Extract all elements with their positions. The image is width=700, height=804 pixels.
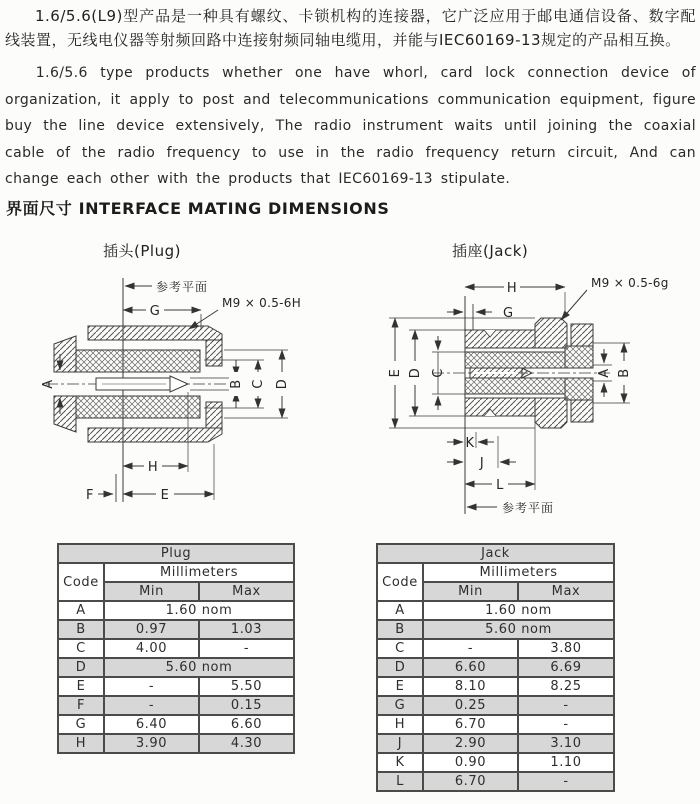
jack-table-title: Jack xyxy=(377,544,614,563)
code-cell: L xyxy=(377,772,423,791)
jack-dim-label-a: A xyxy=(597,368,612,378)
table-row xyxy=(58,601,294,620)
min-cell: 6.70 xyxy=(423,715,518,734)
section-title: 界面尺寸 INTERFACE MATING DIMENSIONS xyxy=(6,199,390,218)
plug-cap-bottom xyxy=(206,402,222,428)
plug-thread-label: M9 × 0.5-6H xyxy=(222,296,302,310)
table-row xyxy=(58,734,294,753)
min-cell: 0.25 xyxy=(423,696,518,715)
plug-table-title: Plug xyxy=(58,544,294,563)
min-cell: - xyxy=(104,677,199,696)
jack-drawing xyxy=(372,262,700,554)
code-cell: B xyxy=(377,620,423,639)
code-cell: A xyxy=(58,601,104,620)
max-cell: 5.50 xyxy=(199,677,294,696)
table-row xyxy=(377,753,614,772)
jack-dim-label-l: L xyxy=(496,478,504,493)
max-cell: 3.10 xyxy=(518,734,614,753)
max-cell: 8.25 xyxy=(518,677,614,696)
min-cell: 4.00 xyxy=(104,639,199,658)
jack-insulator-bottom xyxy=(465,378,565,394)
jack-dim-label-e: E xyxy=(388,368,403,378)
min-cell: 6.60 xyxy=(423,658,518,677)
plug-cap-top xyxy=(206,340,222,366)
code-cell: J xyxy=(377,734,423,753)
min-cell: 0.90 xyxy=(423,753,518,772)
value-cell-merged: 5.60 nom xyxy=(423,620,614,639)
jack-shell-top xyxy=(465,330,535,348)
table-row xyxy=(377,772,614,791)
code-cell: D xyxy=(58,658,104,677)
jack-dim-label-k: K xyxy=(465,436,475,451)
plug-dim-label-b: B xyxy=(229,379,244,389)
jack-table-unit-header: Millimeters xyxy=(423,563,614,582)
max-cell: 4.30 xyxy=(199,734,294,753)
table-row xyxy=(377,639,614,658)
jack-rear-jacket-bottom xyxy=(571,400,593,422)
table-row xyxy=(58,696,294,715)
table-row xyxy=(377,715,614,734)
min-cell: 0.97 xyxy=(104,620,199,639)
jack-dim-label-c: C xyxy=(431,368,446,378)
code-cell: E xyxy=(58,677,104,696)
code-cell: G xyxy=(377,696,423,715)
table-row xyxy=(377,734,614,753)
code-cell: G xyxy=(58,715,104,734)
min-cell: 3.90 xyxy=(104,734,199,753)
plug-insulator-bottom xyxy=(76,396,200,418)
max-cell: 3.80 xyxy=(518,639,614,658)
plug-dim-label-h: H xyxy=(147,460,159,475)
intro-paragraph-en: 1.6/5.6 type products whether one have whorl, card lock connection device of organization, it apply to post and telecommunications communication equipment, figure buy the line device extensively, The radio instrument waits until joining the coaxial cable of the radio frequency to use in the radio frequency return circuit, And can change each other with the products that IEC60169-13 stipulate. xyxy=(5,65,696,187)
plug-dim-label-c: C xyxy=(251,379,266,389)
min-cell: - xyxy=(104,696,199,715)
min-cell: 6.40 xyxy=(104,715,199,734)
table-row xyxy=(377,620,614,639)
table-row xyxy=(377,658,614,677)
code-cell: F xyxy=(58,696,104,715)
plug-dim-label-g: G xyxy=(149,304,161,319)
min-cell: 2.90 xyxy=(423,734,518,753)
jack-rear-dielectric-bottom xyxy=(565,378,593,400)
max-cell: 1.03 xyxy=(199,620,294,639)
plug-shell-top xyxy=(88,326,222,340)
jack-shell-bottom xyxy=(465,398,535,416)
jack-table-body xyxy=(377,601,614,791)
table-row xyxy=(377,696,614,715)
jack-dim-label-j: J xyxy=(479,456,485,471)
plug-ref-plane-label: 参考平面 xyxy=(156,280,209,294)
code-cell: E xyxy=(377,677,423,696)
plug-table-unit-header: Millimeters xyxy=(104,563,294,582)
plug-figure-title: 插头(Plug) xyxy=(103,242,181,260)
jack-thread-bottom xyxy=(535,398,567,428)
plug-cable-jacket-bottom xyxy=(54,396,76,432)
table-row xyxy=(377,677,614,696)
plug-insulator-top xyxy=(76,350,200,372)
plug-drawing xyxy=(18,266,366,534)
plug-table-max-header: Max xyxy=(199,582,294,601)
plug-table-code-header: Code xyxy=(58,563,104,601)
max-cell: 0.15 xyxy=(199,696,294,715)
max-cell: - xyxy=(199,639,294,658)
table-row xyxy=(58,620,294,639)
max-cell: 6.69 xyxy=(518,658,614,677)
jack-dim-label-h: H xyxy=(506,281,518,296)
code-cell: A xyxy=(377,601,423,620)
intro-block xyxy=(5,4,696,193)
max-cell: 1.10 xyxy=(518,753,614,772)
jack-dim-label-b: B xyxy=(617,368,632,378)
jack-insulator-top xyxy=(465,352,565,368)
value-cell-merged: 5.60 nom xyxy=(104,658,294,677)
code-cell: C xyxy=(58,639,104,658)
jack-rear-jacket-top xyxy=(571,324,593,346)
jack-table-code-header: Code xyxy=(377,563,423,601)
jack-table-min-header: Min xyxy=(423,582,518,601)
plug-dim-label-d: D xyxy=(275,378,290,390)
max-cell: - xyxy=(518,696,614,715)
table-row xyxy=(58,639,294,658)
table-row xyxy=(58,715,294,734)
min-cell: 6.70 xyxy=(423,772,518,791)
plug-table-min-header: Min xyxy=(104,582,199,601)
max-cell: 6.60 xyxy=(199,715,294,734)
plug-dim-label-e: E xyxy=(160,488,170,503)
plug-dim-label-f: F xyxy=(86,488,94,503)
jack-socket-tip xyxy=(522,368,532,378)
intro-paragraph-zh: 1.6/5.6(L9)型产品是一种具有螺纹、卡锁机构的连接器，它广泛应用于邮电通信设备、数字配线装置，无线电仪器等射频回路中连接射频同轴电缆用，并能与IEC60169-13规定的产品相互换。 xyxy=(5,7,696,49)
jack-body xyxy=(432,296,610,514)
min-cell: - xyxy=(423,639,518,658)
code-cell: H xyxy=(58,734,104,753)
jack-thread-label: M9 × 0.5-6g xyxy=(591,276,669,290)
min-cell: 8.10 xyxy=(423,677,518,696)
jack-dim-label-g: G xyxy=(503,306,514,321)
plug-shell-bottom xyxy=(88,428,222,442)
jack-rear-dielectric-top xyxy=(565,346,593,368)
jack-table-max-header: Max xyxy=(518,582,614,601)
table-row xyxy=(58,658,294,677)
code-cell: B xyxy=(58,620,104,639)
value-cell-merged: 1.60 nom xyxy=(423,601,614,620)
jack-figure-title: 插座(Jack) xyxy=(452,242,529,260)
plug-pin-tip xyxy=(170,376,188,392)
plug-cable-jacket-top xyxy=(54,336,76,372)
value-cell-merged: 1.60 nom xyxy=(104,601,294,620)
code-cell: C xyxy=(377,639,423,658)
code-cell: D xyxy=(377,658,423,677)
max-cell: - xyxy=(518,715,614,734)
code-cell: H xyxy=(377,715,423,734)
jack-ref-plane-label: 参考平面 xyxy=(502,501,555,515)
table-row xyxy=(377,601,614,620)
jack-dim-label-d: D xyxy=(408,367,423,379)
table-row xyxy=(58,677,294,696)
max-cell: - xyxy=(518,772,614,791)
plug-table-body xyxy=(58,601,294,753)
jack-thread-top xyxy=(535,318,567,348)
jack-dimensions-table xyxy=(376,543,615,792)
code-cell: K xyxy=(377,753,423,772)
plug-dim-label-a: A xyxy=(41,379,56,389)
plug-dimensions-table xyxy=(57,543,295,754)
